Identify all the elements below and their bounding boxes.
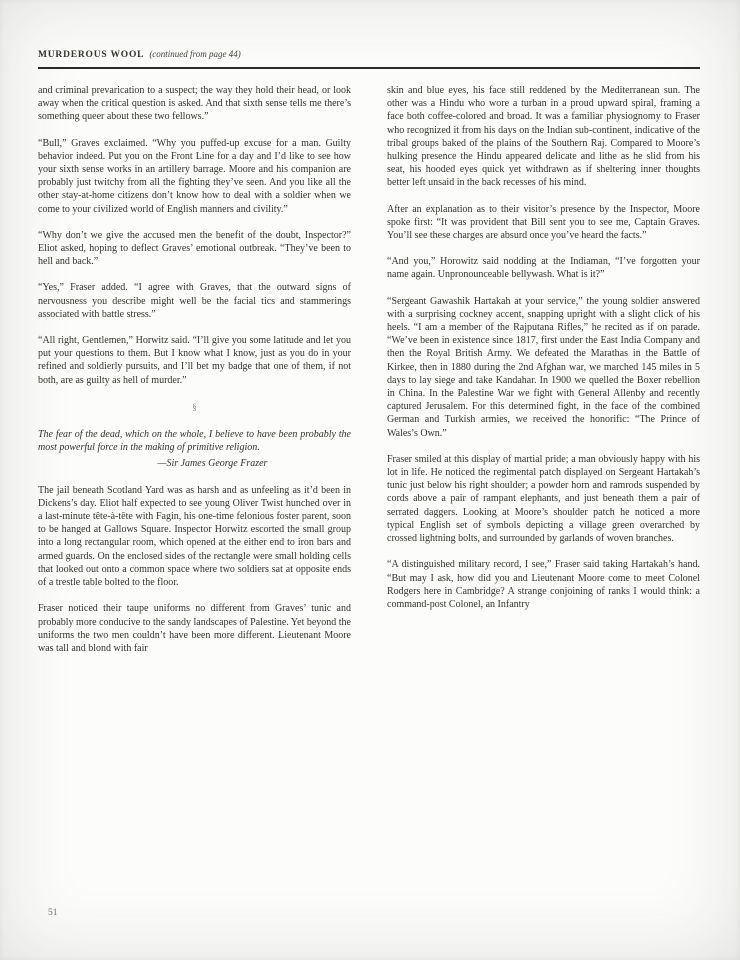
paragraph: The jail beneath Scotland Yard was as harsh and as unfeeling as it’d been in Dickens’s day. Eliot half expected to see young Oliver Twist hunched over in a last-minute tête-à-tête with Fagin, his one-time felonious foster parent, soon to be hanged at Gallows Square. Inspector Horwitz escorted the small group into a long rectangular room, which opened at the either end to iron bars and armed guards. On the enclosed sides of the rectangle were small holding cells that looked out onto a common space where two soldiers sat at opposite ends of a trestle table bolted to the floor. bbox=[38, 484, 351, 589]
paragraph: and criminal prevarication to a suspect; the way they hold their head, or look away when the critical question is asked. And that sixth sense tells me there’s something queer about these two fellows.” bbox=[38, 85, 351, 123]
ornament: § bbox=[192, 401, 197, 412]
left-column bbox=[38, 84, 351, 668]
page-number: 51 bbox=[48, 908, 58, 918]
paragraph: “And you,” Horowitz said nodding at the Indiaman, “I’ve forgotten your name again. Unpronounceable bellywash. What is it?” bbox=[387, 256, 700, 281]
paragraph: “Sergeant Gawashik Hartakah at your service,” the young soldier answered with a surprising cockney accent, snapping upright with a slight click of his heels. “I am a member of the Rajputana Rifles,” he recited as if on parade. “We’ve been in existence since 1817, first under the East India Company and then the Royal British Army. We defeated the Marathas in the Battle of Kirkee, then in 1880 during the 2nd Afghan war, we marched 145 miles in 5 days to lay siege and take Kandahar. In 1900 we quelled the Boxer rebellion in China. In the Palestine War we fight with General Allenby and recently captured Jerusalem. For this determined fight, in the face of the combined German and Turkish armies, we received the honorific: “The Prince of Wales’s Own.” bbox=[387, 295, 700, 439]
paragraph: After an explanation as to their visitor’s presence by the Inspector, Moore spoke first: “It was provident that Bill sent you to see me, Captain Graves. You’ll see these charges are absurd once you’ve heard the facts.” bbox=[387, 203, 700, 242]
right-column bbox=[387, 84, 700, 668]
paragraph: “Yes,” Fraser added. “I agree with Graves, that the outward signs of nervousness you describe might well be the facial tics and stammerings associated with battle stress.” bbox=[38, 282, 351, 320]
quote: The fear of the dead, which on the whole, I believe to have been probably the most powerful force in the making of primitive religion. bbox=[38, 429, 351, 454]
continuation-note: (continued from page 44) bbox=[149, 49, 241, 59]
paragraph: “A distinguished military record, I see,” Fraser said taking Hartakah’s hand. “But may I ask, how did you and Lieutenant Moore come to meet Colonel Rodgers here in Cambridge? A strange conjoining of ranks I would think: a command-post Colonel, an Infantry bbox=[387, 559, 700, 610]
paragraph: Fraser noticed their taupe uniforms no different from Graves’ tunic and probably more conducive to the sandy landscapes of Palestine. Yet beyond the uniforms the two men couldn’t have been more different. Lieutenant Moore was tall and blond with fair bbox=[38, 603, 351, 654]
paragraph: “Bull,” Graves exclaimed. “Why you puffed-up excuse for a man. Guilty behavior indeed. Put you on the Front Line for a day and I’d like to see how your sixth sense works in an artillery barrage. Moore and his companion are probably just twitchy from all the fighting they’ve seen. And you like all the other stay-at-home citizens don’t know how to deal with a soldier when we come to your civilized world of English manners and civility.” bbox=[38, 137, 351, 215]
paragraph: Fraser smiled at this display of martial pride; a man obviously happy with his lot in life. He noticed the regimental patch displayed on Sergeant Hartakah’s tunic just below his right shoulder; a powder horn and ramrods suspended by cords above a pair of rampant elephants, and just beneath them a pair of serrated daggers. Looking at Moore’s shoulder patch he noticed a more typical English set of symbols depicting a village green overarched by crossed lightning bolts, and surrounded by garlands of woven branches. bbox=[387, 453, 700, 545]
article-title: MURDEROUS WOOL bbox=[38, 50, 145, 60]
paragraph: “Why don’t we give the accused men the benefit of the doubt, Inspector?” Eliot asked, hoping to deflect Graves’ emotional outbreak. “They’ve been to hell and back.” bbox=[38, 229, 351, 268]
text-columns bbox=[38, 84, 700, 668]
paragraph: skin and blue eyes, his face still reddened by the Mediterranean sun. The other was a Hindu who wore a turban in a proud upward spiral, framing a face both coffee-colored and broad. It was a familiar physiognomy to Fraser who recognized it from his days on the Indian sub-continent, indicative of the tribal groups baked of the plains of the Southern Raj. Compared to Moore’s hulking presence the Hindu appeared delicate and lithe as he slid from his seat, his hooded eyes quick yet withdrawn as if sheltering inner thoughts better left unsaid in the back recesses of his mind. bbox=[387, 85, 700, 189]
attribution: —Sir James George Frazer bbox=[157, 458, 268, 470]
paragraph: “All right, Gentlemen,” Horwitz said. “I’ll give you some latitude and let you put your questions to them. But I know what I know, just as you do in your refined and soldierly pursuits, and I’ll bet my badge that one of them, if not both, are as guilty as hell of murder.” bbox=[38, 335, 351, 386]
page-header bbox=[38, 44, 700, 69]
